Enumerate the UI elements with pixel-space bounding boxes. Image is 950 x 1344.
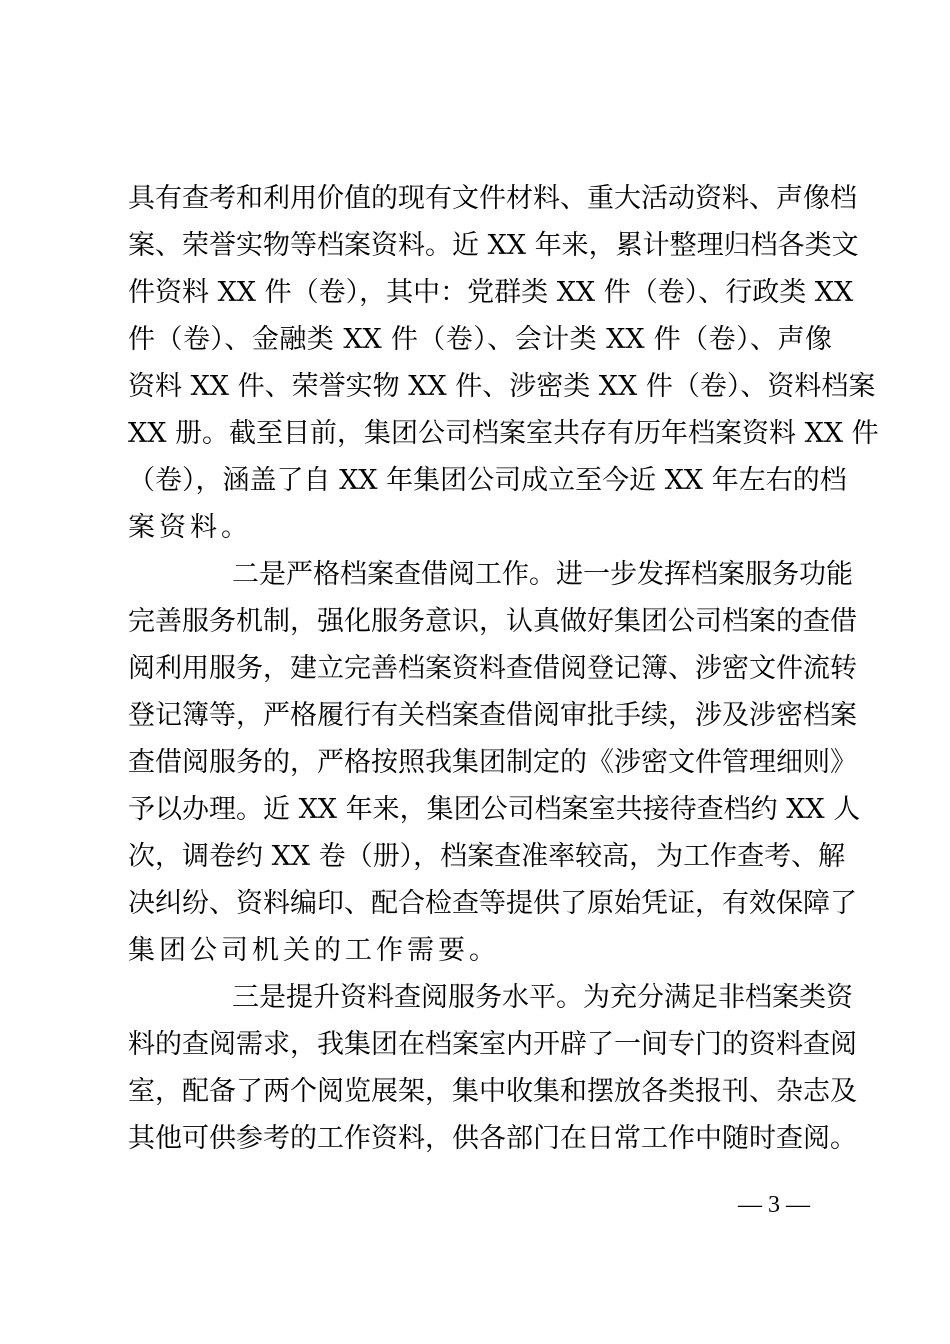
text-line: 次，调卷约 XX 卷（册），档案查准率较高，为工作查考、解 [128, 841, 846, 872]
text-line: 二是严格档案查借阅工作。进一步发挥档案服务功能 [232, 559, 853, 590]
text-line: （卷），涵盖了自 XX 年集团公司成立至今近 XX 年左右的档 [128, 465, 847, 496]
text-line: 完善服务机制，强化服务意识，认真做好集团公司档案的查借 [128, 606, 857, 637]
text-line: 予以办理。近 XX 年来，集团公司档案室共接待查档约 XX 人 [128, 794, 861, 825]
page-number: — 3 — [738, 1192, 810, 1218]
text-line: 阅利用服务，建立完善档案资料查借阅登记簿、涉密文件流转 [128, 653, 857, 684]
text-line: 件（卷）、金融类 XX 件（卷）、会计类 XX 件（卷）、声像 [128, 324, 832, 355]
text-line: 决纠纷、资料编印、配合检查等提供了原始凭证，有效保障了 [128, 888, 857, 919]
text-line: 件资料 XX 件（卷），其中：党群类 XX 件（卷）、行政类 XX [128, 277, 854, 308]
text-line: XX 册。截至目前，集团公司档案室共存有历年档案资料 XX 件 [128, 418, 879, 449]
text-line: 登记簿等，严格履行有关档案查借阅审批手续，涉及涉密档案 [128, 700, 857, 731]
text-line: 其他可供参考的工作资料，供各部门在日常工作中随时查阅。 [128, 1123, 857, 1154]
text-line: 集团公司机关的工作需要。 [128, 935, 500, 966]
text-line: 室，配备了两个阅览展架，集中收集和摆放各类报刊、杂志及 [128, 1076, 857, 1107]
text-line: 案、荣誉实物等档案资料。近 XX 年来，累计整理归档各类文 [128, 230, 859, 261]
text-line: 三是提升资料查阅服务水平。为充分满足非档案类资 [232, 982, 853, 1013]
text-line: 资料 XX 件、荣誉实物 XX 件、涉密类 XX 件（卷）、资料档案 [128, 371, 876, 402]
text-line: 查借阅服务的，严格按照我集团制定的《涉密文件管理细则》 [128, 747, 857, 778]
text-line: 具有查考和利用价值的现有文件材料、重大活动资料、声像档 [128, 183, 857, 214]
text-line: 案资料。 [128, 512, 252, 543]
text-line: 料的查阅需求，我集团在档案室内开辟了一间专门的资料查阅 [128, 1029, 857, 1060]
